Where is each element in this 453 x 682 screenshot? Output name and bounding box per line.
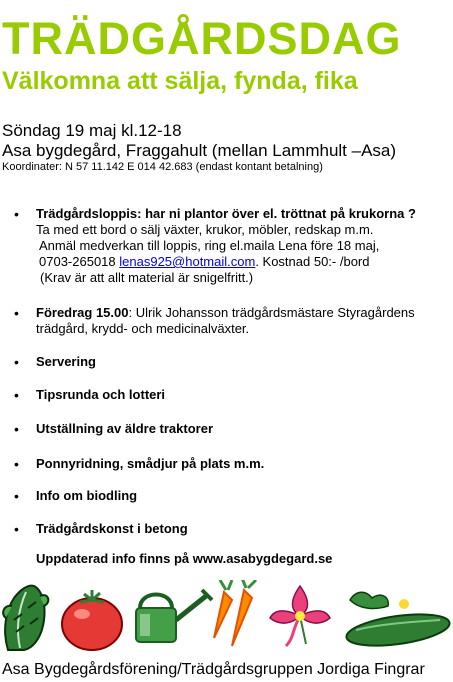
traktorer-label: Utställning av äldre traktorer (36, 421, 213, 436)
bullet: • (14, 421, 19, 437)
foredrag-heading: Föredrag 15.00 (36, 305, 129, 320)
servering-label: Servering (36, 354, 96, 369)
bullet: • (14, 488, 19, 504)
lettuce-icon (3, 586, 48, 650)
flower-icon (270, 586, 330, 646)
email-link[interactable]: lenas925@hotmail.com (119, 254, 256, 269)
tomato-icon (62, 590, 122, 650)
footer: Asa Bygdegårdsförening/Trädgårdsgruppen Jordiga Fingrar (2, 661, 425, 678)
tradgardskonst-label: Trädgårdskonst i betong (36, 521, 188, 536)
bullet: • (14, 354, 19, 370)
update-info: Uppdaterad info finns på www.asabygdegard.se (36, 551, 333, 566)
loppis-cost: . Kostnad 50:- /bord (255, 254, 370, 269)
loppis-phone: 0703-265018 (39, 254, 116, 269)
bullet: • (14, 206, 19, 222)
loppis-line1: Ta med ett bord o sälj växter, krukor, möbler, redskap m.m. (36, 222, 374, 237)
event-place: Asa bygdegård, Fraggahult (mellan Lammhult –Asa) (2, 141, 397, 160)
tipsrunda-label: Tipsrunda och lotteri (36, 387, 166, 402)
loppis-line2: Anmäl medverkan till loppis, ring el.maila Lena före 18 maj, (39, 238, 380, 253)
event-coordinates: Koordinater: N 57 11.142 E 014 42.683 (endast kontant betalning) (2, 161, 323, 173)
event-date: Söndag 19 maj kl.12-18 (2, 121, 182, 140)
ponnyridning-label: Ponnyridning, smådjur på plats m.m. (36, 456, 265, 471)
bullet: • (14, 387, 19, 403)
bullet: • (14, 305, 19, 321)
page-title: TRÄDGÅRDSDAG (2, 13, 402, 64)
loppis-heading: Trädgårdsloppis: har ni plantor över el. tröttnat på krukorna ? (36, 206, 416, 221)
carrots-icon (214, 580, 256, 646)
cucumber-icon (345, 592, 452, 651)
loppis-contact (39, 254, 448, 270)
foredrag-text: : Ulrik Johansson trädgårdsmästare Styragårdens (128, 305, 415, 320)
foredrag-text2: trädgård, krydd- och medicinalväxter. (36, 321, 250, 336)
loppis-note: (Krav är att allt material är snigelfritt.) (40, 270, 254, 285)
page-subtitle: Välkomna att sälja, fynda, fika (2, 67, 358, 95)
clipart-row (0, 580, 453, 652)
watering-can-icon (136, 590, 212, 642)
biodling-label: Info om biodling (36, 488, 138, 503)
bullet: • (14, 521, 19, 537)
bullet: • (14, 456, 19, 472)
